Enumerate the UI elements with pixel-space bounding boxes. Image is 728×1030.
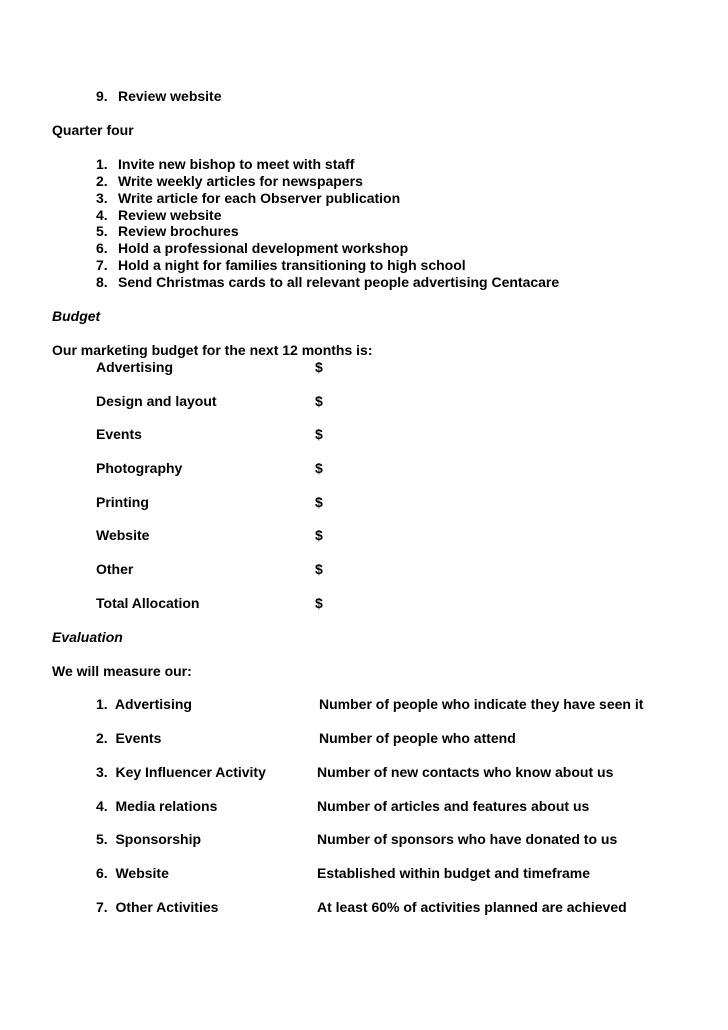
evaluation-measure: At least 60% of activities planned are achieved xyxy=(317,899,627,915)
evaluation-item: 2. Events xyxy=(96,730,162,746)
budget-amount: $ xyxy=(315,527,323,543)
evaluation-measure: Number of people who attend xyxy=(319,730,516,746)
evaluation-item: 7. Other Activities xyxy=(96,899,219,915)
list-number: 5. xyxy=(96,223,108,239)
evaluation-measure: Number of sponsors who have donated to us xyxy=(317,831,618,847)
budget-label: Design and layout xyxy=(96,393,217,409)
budget-amount: $ xyxy=(315,426,323,442)
list-number: 6. xyxy=(96,240,108,256)
list-text: Write weekly articles for newspapers xyxy=(118,173,363,189)
list-number: 7. xyxy=(96,257,108,273)
section-heading-evaluation: Evaluation xyxy=(52,629,123,645)
budget-amount: $ xyxy=(315,460,323,476)
budget-amount: $ xyxy=(315,595,323,611)
evaluation-item: 1. Advertising xyxy=(96,696,192,712)
evaluation-item: 5. Sponsorship xyxy=(96,831,202,847)
evaluation-measure: Established within budget and timeframe xyxy=(317,865,591,881)
budget-label: Other xyxy=(96,561,134,577)
list-text: Review website xyxy=(118,207,222,223)
budget-amount: $ xyxy=(315,561,323,577)
budget-label: Website xyxy=(96,527,150,543)
budget-label: Events xyxy=(96,426,142,442)
list-number: 8. xyxy=(96,274,108,290)
evaluation-measure: Number of new contacts who know about us xyxy=(317,764,614,780)
evaluation-intro: We will measure our: xyxy=(52,663,192,679)
list-text: Hold a professional development workshop xyxy=(118,240,409,256)
budget-label: Total Allocation xyxy=(96,595,200,611)
budget-amount: $ xyxy=(315,494,323,510)
budget-amount: $ xyxy=(315,359,323,375)
list-number: 9. xyxy=(96,88,108,104)
list-text: Write article for each Observer publication xyxy=(118,190,401,206)
list-number: 4. xyxy=(96,207,108,223)
list-text: Invite new bishop to meet with staff xyxy=(118,156,355,172)
budget-intro: Our marketing budget for the next 12 months is: xyxy=(52,342,373,358)
list-text: Review website xyxy=(118,88,222,104)
list-number: 3. xyxy=(96,190,108,206)
list-number: 1. xyxy=(96,156,108,172)
budget-amount: $ xyxy=(315,393,323,409)
list-text: Review brochures xyxy=(118,223,239,239)
list-number: 2. xyxy=(96,173,108,189)
budget-label: Printing xyxy=(96,494,149,510)
evaluation-item: 4. Media relations xyxy=(96,798,218,814)
section-heading-budget: Budget xyxy=(52,308,101,324)
evaluation-measure: Number of articles and features about us xyxy=(317,798,590,814)
evaluation-item: 6. Website xyxy=(96,865,169,881)
budget-label: Advertising xyxy=(96,359,174,375)
list-text: Send Christmas cards to all relevant people advertising Centacare xyxy=(118,274,560,290)
evaluation-measure: Number of people who indicate they have seen it xyxy=(319,696,644,712)
section-heading-quarter-four: Quarter four xyxy=(52,122,134,138)
list-text: Hold a night for families transitioning to high school xyxy=(118,257,466,273)
budget-label: Photography xyxy=(96,460,183,476)
evaluation-item: 3. Key Influencer Activity xyxy=(96,764,266,780)
